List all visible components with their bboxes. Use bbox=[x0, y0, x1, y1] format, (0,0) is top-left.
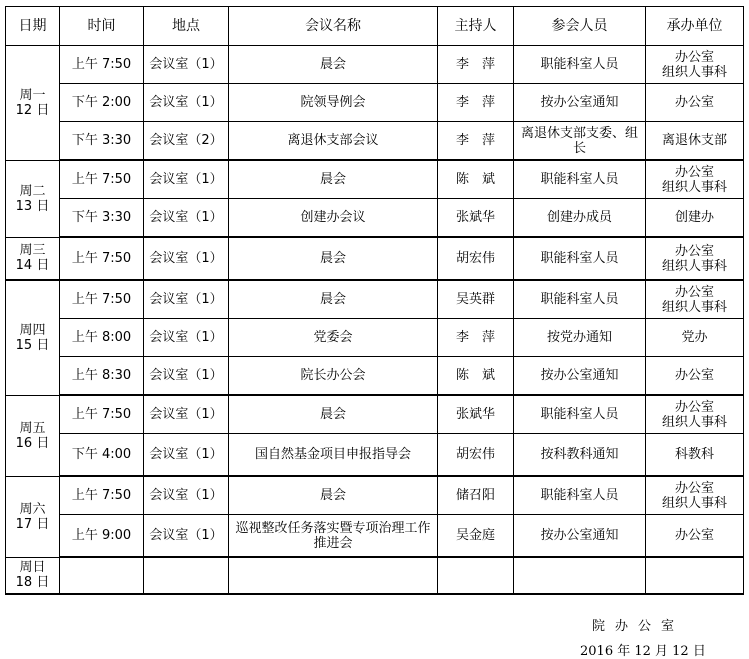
time-cell bbox=[60, 237, 144, 280]
host-cell-text: 吴金庭 bbox=[455, 528, 495, 543]
meeting-name-cell bbox=[229, 280, 438, 319]
time-cell-text: 上午 7:50 bbox=[71, 407, 132, 422]
host-cell bbox=[438, 160, 514, 199]
host-cell bbox=[438, 237, 514, 280]
host-cell bbox=[438, 46, 514, 84]
meeting-name-cell-text: 国自然基金项目申报指导会 bbox=[254, 447, 411, 462]
meeting-name-cell bbox=[229, 434, 438, 477]
attendees-cell bbox=[514, 84, 646, 122]
time-cell bbox=[60, 46, 144, 84]
organizer-cell bbox=[646, 84, 744, 122]
organizer-cell-text: 办公室 组织人事科 bbox=[661, 164, 727, 195]
organizer-cell-text: 党办 bbox=[681, 330, 708, 345]
attendees-cell bbox=[514, 122, 646, 161]
table-row bbox=[6, 237, 744, 280]
place-cell bbox=[144, 357, 229, 396]
place-cell bbox=[144, 395, 229, 434]
organizer-cell-text: 办公室 组织人事科 bbox=[661, 480, 727, 511]
host-cell-text: 张斌华 bbox=[455, 210, 495, 225]
attendees-cell-text: 按办公室通知 bbox=[540, 95, 619, 110]
table-row bbox=[6, 199, 744, 238]
meeting-name-cell bbox=[229, 319, 438, 357]
organizer-cell bbox=[646, 357, 744, 396]
host-cell-text: 陈 斌 bbox=[455, 368, 495, 383]
attendees-cell-text: 职能科室人员 bbox=[540, 172, 619, 187]
host-cell bbox=[438, 434, 514, 477]
day-cell bbox=[6, 46, 60, 161]
organizer-cell-text: 办公室 bbox=[674, 95, 714, 110]
host-cell-text: 陈 斌 bbox=[455, 172, 495, 187]
header-meeting-name: 会议名称 bbox=[229, 7, 438, 46]
meeting-name-cell bbox=[229, 46, 438, 84]
place-cell bbox=[144, 319, 229, 357]
date-label: 13 日 bbox=[15, 198, 50, 214]
attendees-cell bbox=[514, 160, 646, 199]
time-cell-text: 上午 7:50 bbox=[71, 57, 132, 72]
meeting-name-cell-text: 晨会 bbox=[319, 292, 346, 307]
organizer-cell-text: 办公室 组织人事科 bbox=[661, 49, 727, 80]
header-organizer: 承办单位 bbox=[646, 7, 744, 46]
host-cell bbox=[438, 199, 514, 238]
meeting-name-cell bbox=[229, 160, 438, 199]
organizer-cell bbox=[646, 199, 744, 238]
place-cell bbox=[144, 434, 229, 477]
place-cell-text: 会议室（1） bbox=[149, 488, 223, 503]
time-cell bbox=[60, 357, 144, 396]
place-cell-text: 会议室（1） bbox=[149, 292, 223, 307]
attendees-cell bbox=[514, 357, 646, 396]
attendees-cell bbox=[514, 434, 646, 477]
organizer-cell-text: 离退休支部 bbox=[661, 133, 727, 148]
weekday-label: 周五 bbox=[19, 420, 46, 436]
attendees-cell bbox=[514, 395, 646, 434]
table-row bbox=[6, 557, 744, 594]
host-cell-text: 李 萍 bbox=[455, 95, 495, 110]
place-cell-text: 会议室（1） bbox=[149, 407, 223, 422]
organizer-cell bbox=[646, 515, 744, 558]
time-cell bbox=[60, 122, 144, 161]
host-cell-text: 吴英群 bbox=[455, 292, 495, 307]
meeting-name-cell bbox=[229, 476, 438, 515]
footer-office: 院办公室 bbox=[592, 619, 685, 634]
meeting-schedule-document bbox=[5, 6, 744, 595]
place-cell-text: 会议室（1） bbox=[149, 57, 223, 72]
place-cell-text: 会议室（1） bbox=[149, 368, 223, 383]
meeting-name-cell bbox=[229, 357, 438, 396]
weekday-label: 周三 bbox=[19, 243, 46, 259]
attendees-cell bbox=[514, 557, 646, 594]
place-cell bbox=[144, 237, 229, 280]
meeting-name-cell-text: 党委会 bbox=[313, 330, 353, 345]
place-cell-text: 会议室（1） bbox=[149, 251, 223, 266]
attendees-cell-text: 职能科室人员 bbox=[540, 292, 619, 307]
host-cell-text: 李 萍 bbox=[455, 330, 495, 345]
weekday-label: 周一 bbox=[19, 87, 46, 103]
meeting-name-cell bbox=[229, 122, 438, 161]
header-attendees: 参会人员 bbox=[514, 7, 646, 46]
attendees-cell-text: 职能科室人员 bbox=[540, 57, 619, 72]
attendees-cell-text: 创建办成员 bbox=[546, 210, 612, 225]
table-row bbox=[6, 476, 744, 515]
meeting-name-cell-text: 院领导例会 bbox=[300, 95, 366, 110]
meeting-name-cell-text: 晨会 bbox=[319, 172, 346, 187]
host-cell bbox=[438, 280, 514, 319]
organizer-cell bbox=[646, 160, 744, 199]
time-cell-text: 上午 7:50 bbox=[71, 292, 132, 307]
meeting-name-cell-text: 晨会 bbox=[319, 488, 346, 503]
time-cell-text: 下午 3:30 bbox=[71, 210, 132, 225]
meeting-name-cell bbox=[229, 557, 438, 594]
date-label: 14 日 bbox=[15, 258, 50, 274]
time-cell-text: 上午 7:50 bbox=[71, 488, 132, 503]
attendees-cell bbox=[514, 515, 646, 558]
place-cell bbox=[144, 84, 229, 122]
time-cell bbox=[60, 515, 144, 558]
place-cell bbox=[144, 515, 229, 558]
header-place: 地点 bbox=[144, 7, 229, 46]
place-cell bbox=[144, 199, 229, 238]
day-cell bbox=[6, 476, 60, 557]
weekday-label: 周二 bbox=[19, 183, 46, 199]
meeting-name-cell bbox=[229, 515, 438, 558]
attendees-cell bbox=[514, 46, 646, 84]
meeting-name-cell-text: 院长办公会 bbox=[300, 368, 366, 383]
day-cell bbox=[6, 280, 60, 395]
time-cell-text: 下午 3:30 bbox=[71, 133, 132, 148]
organizer-cell-text: 科教科 bbox=[674, 447, 714, 462]
host-cell-text: 胡宏伟 bbox=[455, 447, 495, 462]
date-label: 17 日 bbox=[15, 516, 50, 532]
header-time: 时间 bbox=[60, 7, 144, 46]
meeting-name-cell-text: 创建办会议 bbox=[300, 210, 366, 225]
table-row bbox=[6, 46, 744, 84]
attendees-cell-text: 职能科室人员 bbox=[540, 488, 619, 503]
place-cell-text: 会议室（1） bbox=[149, 95, 223, 110]
attendees-cell bbox=[514, 199, 646, 238]
place-cell bbox=[144, 280, 229, 319]
attendees-cell-text: 按党办通知 bbox=[546, 330, 612, 345]
attendees-cell-text: 职能科室人员 bbox=[540, 251, 619, 266]
day-cell bbox=[6, 237, 60, 280]
meeting-name-cell-text: 巡视整改任务落实暨专项治理工作推进会 bbox=[235, 520, 431, 551]
host-cell-text: 储召阳 bbox=[455, 488, 495, 503]
attendees-cell bbox=[514, 237, 646, 280]
host-cell bbox=[438, 122, 514, 161]
header-date: 日期 bbox=[6, 7, 60, 46]
host-cell bbox=[438, 84, 514, 122]
footer-date: 2016 年 12 月 12 日 bbox=[580, 644, 706, 659]
weekday-label: 周日 bbox=[19, 560, 46, 576]
time-cell bbox=[60, 160, 144, 199]
organizer-cell-text: 办公室 组织人事科 bbox=[661, 284, 727, 315]
host-cell-text: 李 萍 bbox=[455, 57, 495, 72]
organizer-cell bbox=[646, 434, 744, 477]
time-cell bbox=[60, 557, 144, 594]
schedule-body bbox=[6, 46, 744, 595]
organizer-cell-text: 创建办 bbox=[674, 210, 714, 225]
place-cell-text: 会议室（1） bbox=[149, 330, 223, 345]
time-cell-text: 上午 9:00 bbox=[71, 528, 132, 543]
table-row bbox=[6, 160, 744, 199]
time-cell bbox=[60, 280, 144, 319]
host-cell-text: 胡宏伟 bbox=[455, 251, 495, 266]
host-cell bbox=[438, 515, 514, 558]
place-cell-text: 会议室（1） bbox=[149, 528, 223, 543]
host-cell-text: 李 萍 bbox=[455, 133, 495, 148]
time-cell-text: 下午 2:00 bbox=[71, 95, 132, 110]
day-cell bbox=[6, 557, 60, 594]
table-row bbox=[6, 395, 744, 434]
weekday-label: 周四 bbox=[19, 322, 46, 338]
meeting-name-cell-text: 晨会 bbox=[319, 407, 346, 422]
meeting-name-cell bbox=[229, 199, 438, 238]
organizer-cell-text: 办公室 bbox=[674, 368, 714, 383]
date-label: 18 日 bbox=[15, 575, 50, 591]
place-cell bbox=[144, 122, 229, 161]
place-cell-text: 会议室（1） bbox=[149, 172, 223, 187]
table-row bbox=[6, 84, 744, 122]
organizer-cell bbox=[646, 122, 744, 161]
host-cell bbox=[438, 476, 514, 515]
organizer-cell bbox=[646, 476, 744, 515]
time-cell bbox=[60, 434, 144, 477]
table-row bbox=[6, 122, 744, 161]
time-cell-text: 上午 7:50 bbox=[71, 172, 132, 187]
organizer-cell-text: 办公室 组织人事科 bbox=[661, 243, 727, 274]
meeting-name-cell bbox=[229, 395, 438, 434]
time-cell bbox=[60, 395, 144, 434]
attendees-cell-text: 按办公室通知 bbox=[540, 528, 619, 543]
place-cell-text: 会议室（1） bbox=[149, 447, 223, 462]
host-cell bbox=[438, 319, 514, 357]
time-cell bbox=[60, 199, 144, 238]
organizer-cell bbox=[646, 46, 744, 84]
place-cell-text: 会议室（2） bbox=[149, 133, 223, 148]
day-cell bbox=[6, 395, 60, 476]
host-cell bbox=[438, 557, 514, 594]
header-host: 主持人 bbox=[438, 7, 514, 46]
time-cell-text: 上午 8:00 bbox=[71, 330, 132, 345]
day-cell bbox=[6, 160, 60, 237]
attendees-cell-text: 按办公室通知 bbox=[540, 368, 619, 383]
meeting-name-cell-text: 晨会 bbox=[319, 251, 346, 266]
time-cell bbox=[60, 84, 144, 122]
attendees-cell bbox=[514, 476, 646, 515]
date-label: 16 日 bbox=[15, 435, 50, 451]
time-cell-text: 上午 8:30 bbox=[71, 368, 132, 383]
date-label: 12 日 bbox=[15, 102, 50, 118]
organizer-cell-text: 办公室 组织人事科 bbox=[661, 399, 727, 430]
organizer-cell bbox=[646, 237, 744, 280]
attendees-cell-text: 离退休支部支委、组长 bbox=[520, 125, 638, 156]
table-row bbox=[6, 434, 744, 477]
meeting-name-cell bbox=[229, 237, 438, 280]
host-cell bbox=[438, 395, 514, 434]
organizer-cell bbox=[646, 280, 744, 319]
organizer-cell-text: 办公室 bbox=[674, 528, 714, 543]
attendees-cell-text: 按科教科通知 bbox=[540, 447, 619, 462]
meeting-name-cell-text: 离退休支部会议 bbox=[287, 133, 379, 148]
table-row bbox=[6, 515, 744, 558]
place-cell bbox=[144, 557, 229, 594]
host-cell-text: 张斌华 bbox=[455, 407, 495, 422]
attendees-cell bbox=[514, 319, 646, 357]
attendees-cell-text: 职能科室人员 bbox=[540, 407, 619, 422]
time-cell bbox=[60, 476, 144, 515]
weekday-label: 周六 bbox=[19, 501, 46, 517]
table-row bbox=[6, 319, 744, 357]
organizer-cell bbox=[646, 395, 744, 434]
place-cell bbox=[144, 160, 229, 199]
table-row bbox=[6, 357, 744, 396]
meeting-name-cell bbox=[229, 84, 438, 122]
host-cell bbox=[438, 357, 514, 396]
attendees-cell bbox=[514, 280, 646, 319]
header-row bbox=[6, 7, 744, 46]
place-cell bbox=[144, 476, 229, 515]
table-row bbox=[6, 280, 744, 319]
place-cell-text: 会议室（1） bbox=[149, 210, 223, 225]
date-label: 15 日 bbox=[15, 337, 50, 353]
meeting-schedule-table bbox=[5, 6, 744, 595]
time-cell-text: 下午 4:00 bbox=[71, 447, 132, 462]
organizer-cell bbox=[646, 557, 744, 594]
time-cell bbox=[60, 319, 144, 357]
meeting-name-cell-text: 晨会 bbox=[319, 57, 346, 72]
organizer-cell bbox=[646, 319, 744, 357]
place-cell bbox=[144, 46, 229, 84]
time-cell-text: 上午 7:50 bbox=[71, 251, 132, 266]
